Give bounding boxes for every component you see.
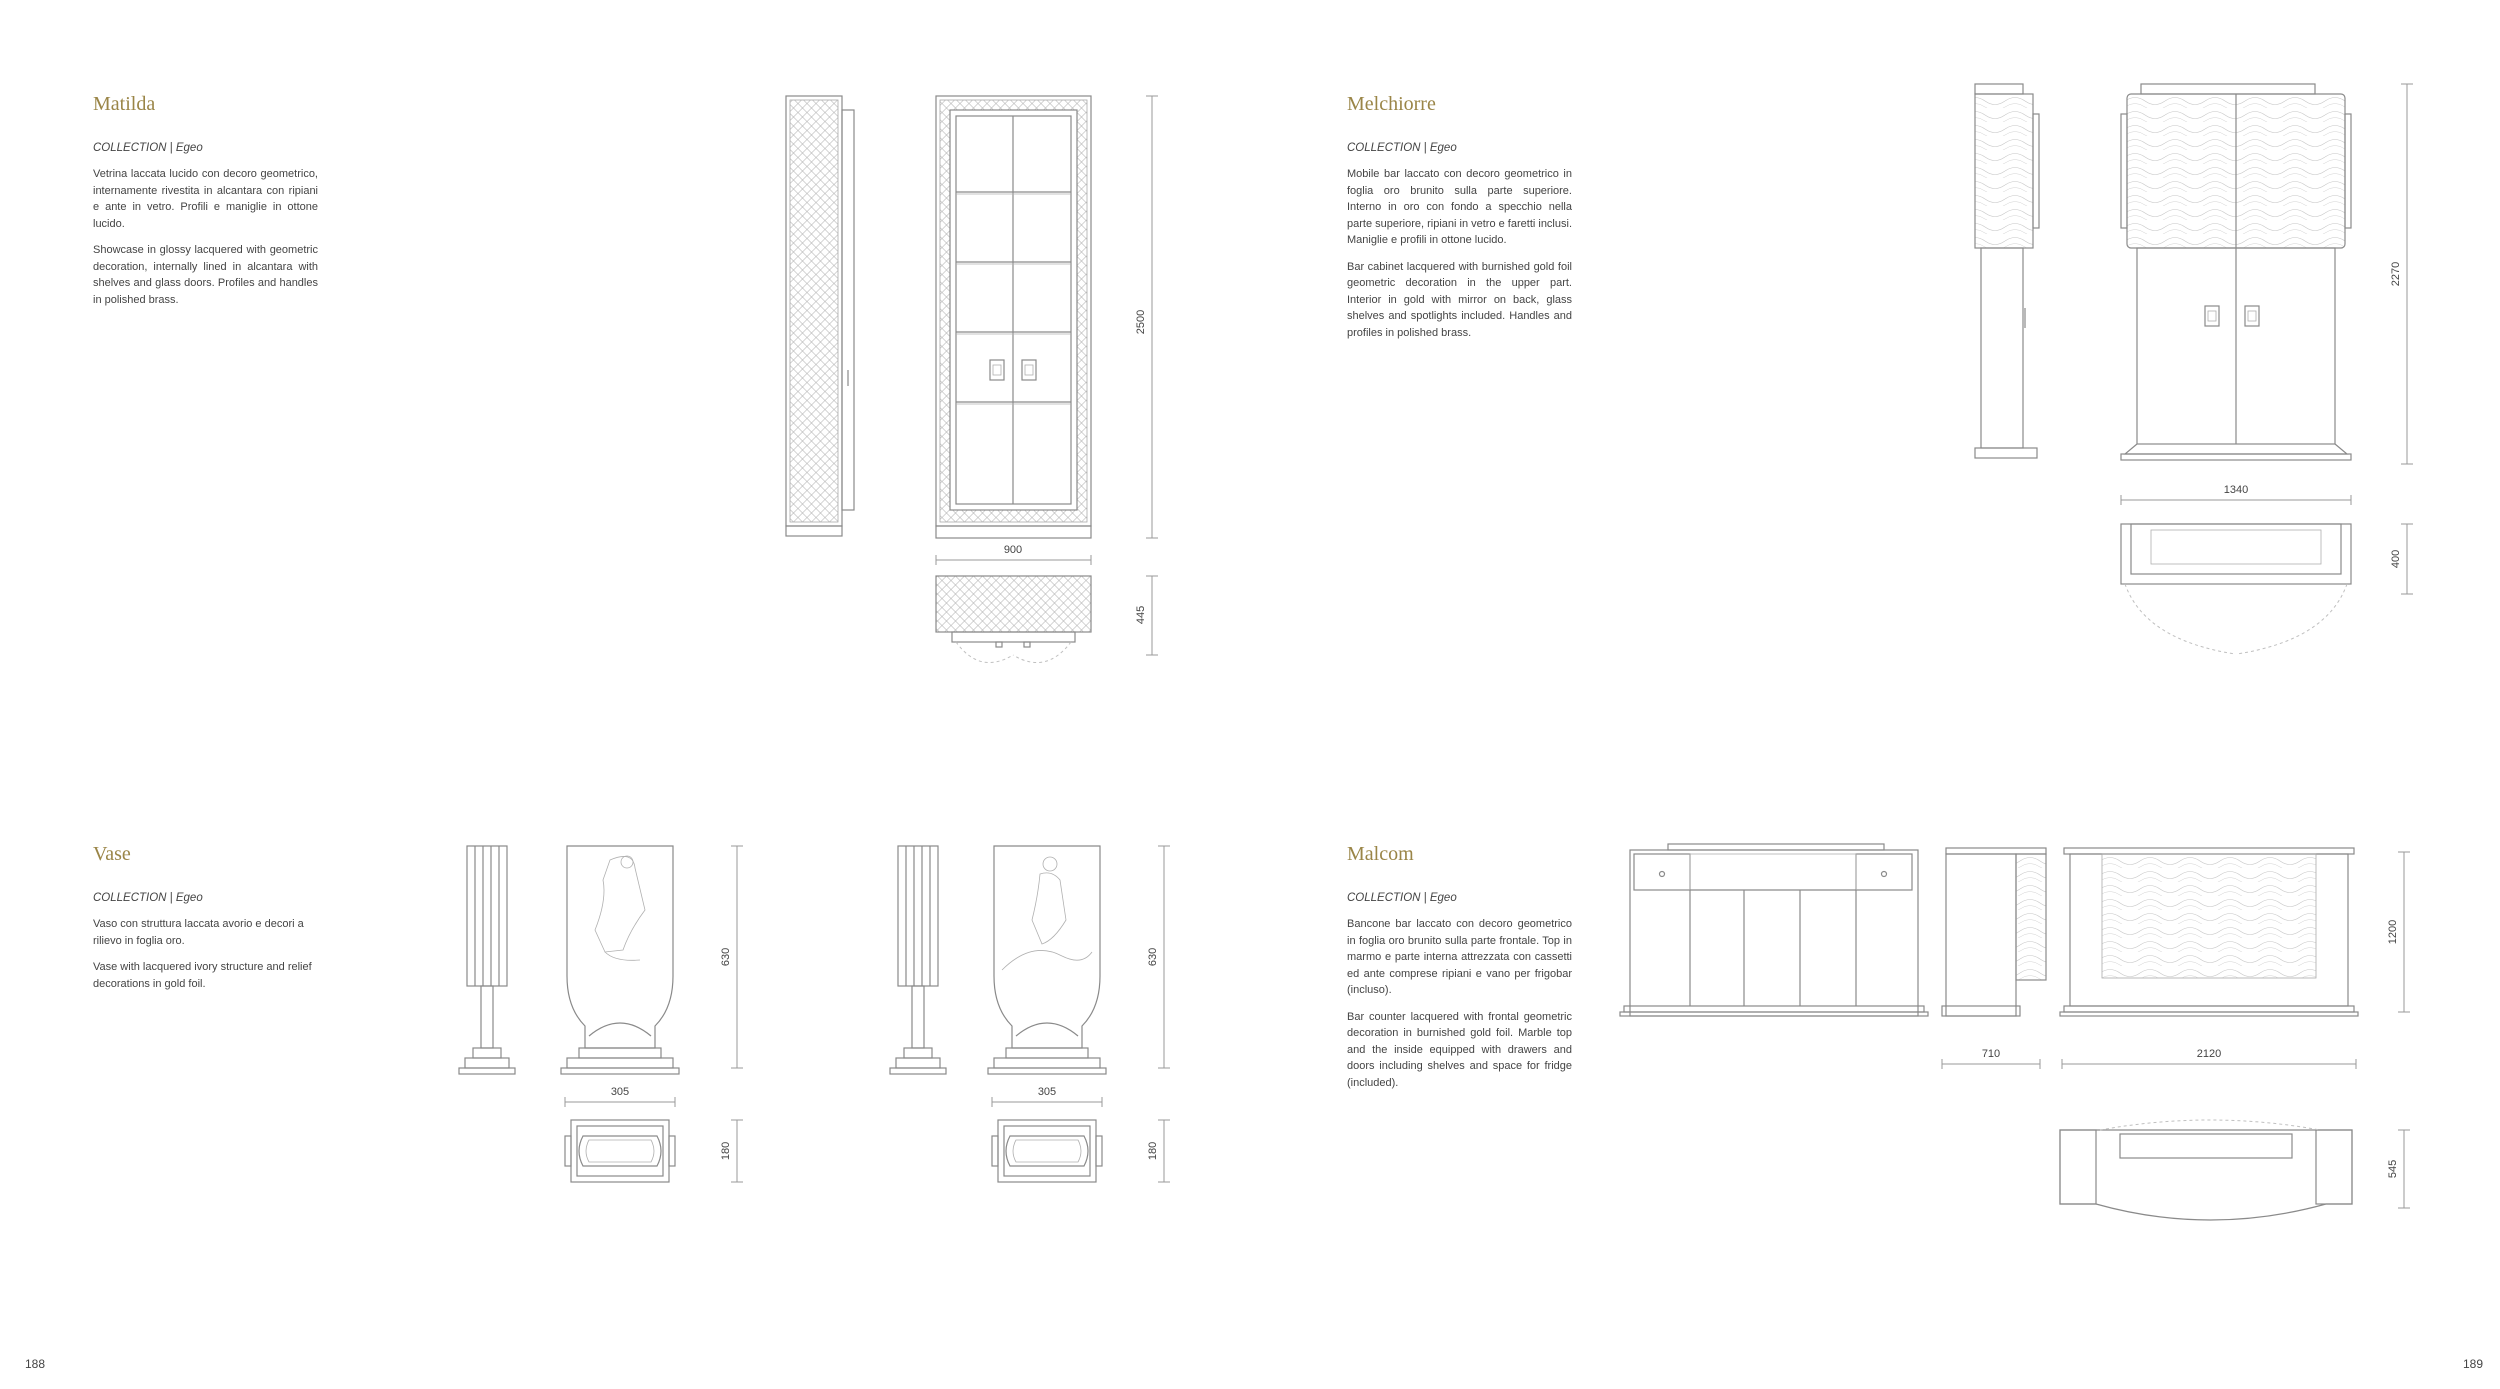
matilda-side-view bbox=[786, 96, 854, 536]
dimension-width: 2120 bbox=[2196, 1048, 2222, 1060]
vase-text-block bbox=[93, 843, 318, 1002]
product-title: Melchiorre bbox=[1347, 93, 1436, 115]
product-title: Malcom bbox=[1347, 843, 1414, 865]
dimension-height: 2270 bbox=[2390, 261, 2402, 287]
dimension-width: 900 bbox=[1003, 544, 1023, 556]
vase-b-side-view bbox=[890, 846, 946, 1074]
dimension-width: 1340 bbox=[2223, 484, 2249, 496]
dimension-depth-side: 710 bbox=[1981, 1048, 2001, 1060]
melchiorre-drawing bbox=[1965, 80, 2435, 680]
collection-label: COLLECTION | Egeo bbox=[93, 892, 203, 904]
vase-a-side-view bbox=[459, 846, 515, 1074]
malcom-front-view bbox=[2060, 848, 2358, 1016]
melchiorre-side-view bbox=[1975, 84, 2039, 458]
product-title: Matilda bbox=[93, 93, 156, 115]
dimension-width: 305 bbox=[1037, 1086, 1057, 1098]
matilda-drawing bbox=[780, 90, 1190, 680]
vase-a-drawing bbox=[455, 840, 755, 1200]
dimension-depth: 180 bbox=[1147, 1141, 1159, 1161]
collection-label: COLLECTION | Egeo bbox=[1347, 142, 1457, 154]
malcom-drawing bbox=[1620, 840, 2440, 1240]
vase-b-drawing bbox=[882, 840, 1182, 1200]
dimension-height: 2500 bbox=[1135, 309, 1147, 335]
page-number-right: 189 bbox=[2463, 1357, 2484, 1371]
page-number-left: 188 bbox=[25, 1357, 46, 1371]
description-italian: Bancone bar laccato con decoro geometrico in foglia oro brunito sulla parte frontale. Top in marmo e parte interna attrezzata con cassetti ed ante comprese ripiani e vano per frigobar (incluso). bbox=[1347, 918, 1572, 996]
description-english: Showcase in glossy lacquered with geometric decoration, internally lined in alcantara with shelves and glass doors. Profiles and handles in polished brass. bbox=[93, 244, 318, 306]
matilda-front-view bbox=[936, 96, 1091, 538]
description-italian: Vaso con struttura laccata avorio e decori a rilievo in foglia oro. bbox=[93, 918, 304, 947]
dimension-height: 630 bbox=[720, 947, 732, 967]
malcom-text-block bbox=[1347, 843, 1572, 1101]
melchiorre-front-view bbox=[2121, 84, 2351, 460]
matilda-text-block bbox=[93, 93, 318, 318]
malcom-side-view bbox=[1942, 848, 2046, 1016]
vase-a-plan-view bbox=[565, 1120, 675, 1182]
dimension-depth: 445 bbox=[1135, 605, 1147, 625]
dimension-height: 1200 bbox=[2387, 919, 2399, 945]
description-english: Bar counter lacquered with frontal geometric decoration in burnished gold foil. Marble top and the inside equipped with drawers and doors including shelves and space for fridge (included). bbox=[1347, 1010, 1572, 1089]
vase-a-front-view bbox=[561, 846, 679, 1074]
description-english: Vase with lacquered ivory structure and relief decorations in gold foil. bbox=[93, 961, 312, 990]
vase-b-front-view bbox=[988, 846, 1106, 1074]
malcom-plan-view bbox=[2060, 1120, 2352, 1220]
description-english: Bar cabinet lacquered with burnished gold foil geometric decoration in the upper part. Interior in gold with mirror on back, glass shelves and spotlights included. Handles and profiles in polished brass. bbox=[1347, 260, 1572, 339]
dimension-depth: 400 bbox=[2390, 549, 2402, 569]
product-title: Vase bbox=[93, 843, 131, 865]
melchiorre-plan-view bbox=[2121, 524, 2351, 654]
description-italian: Mobile bar laccato con decoro geometrico in foglia oro brunito sulla parte superiore. Interno in oro con fondo a specchio nella parte superiore, ripiani in vetro e faretti inclusi. Maniglie e profili in ottone lucido. bbox=[1347, 168, 1572, 246]
description-italian: Vetrina laccata lucido con decoro geometrico, internamente rivestita in alcantara con ripiani e ante in vetro. Profili e maniglie in ottone lucido. bbox=[93, 168, 318, 230]
collection-label: COLLECTION | Egeo bbox=[1347, 892, 1457, 904]
matilda-plan-view bbox=[936, 576, 1091, 663]
dimension-height: 630 bbox=[1147, 947, 1159, 967]
collection-label: COLLECTION | Egeo bbox=[93, 142, 203, 154]
dimension-depth-plan: 545 bbox=[2387, 1159, 2399, 1179]
dimension-depth: 180 bbox=[720, 1141, 732, 1161]
vase-b-plan-view bbox=[992, 1120, 1102, 1182]
melchiorre-text-block bbox=[1347, 93, 1572, 351]
malcom-back-view bbox=[1620, 844, 1928, 1016]
dimension-width: 305 bbox=[610, 1086, 630, 1098]
